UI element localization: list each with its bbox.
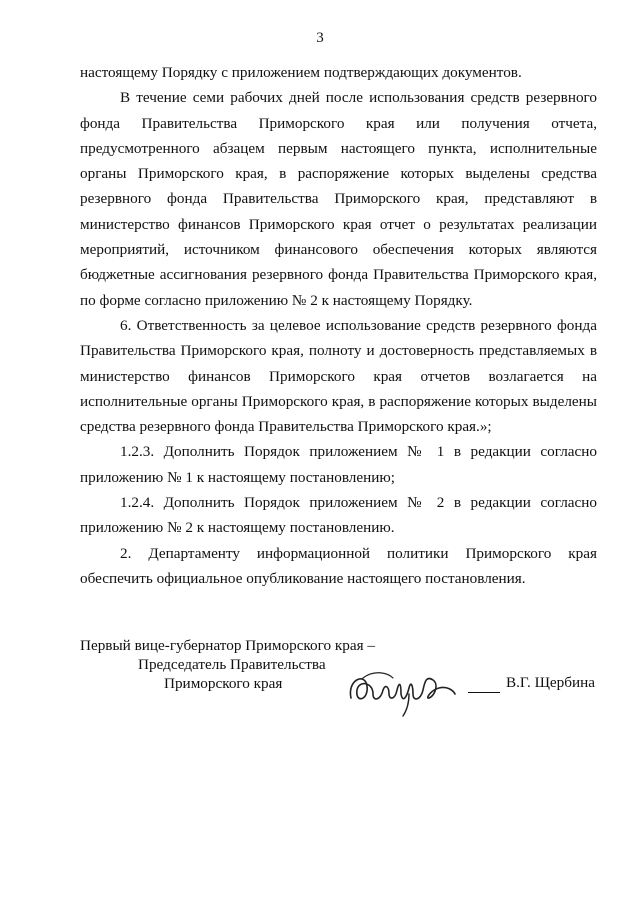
paragraph-item-2: 2. Департаменту информационной политики Приморского края обеспечить официальное опубликование настоящего постановления. (80, 544, 597, 587)
paragraph-responsibility: 6. Ответственность за целевое использование средств резервного фонда Правительства Приморского края, полноту и достоверность представляемых в министерство финансов Приморского края отчетов возлагается на исполнительные органы Приморского края, в распоряжение которых выделены средства резервного фонда Правительства Приморского края.»; (80, 316, 597, 436)
handwritten-signature (343, 660, 463, 720)
paragraph-report-deadline: В течение семи рабочих дней после использования средств резервного фонда Правительства Приморского края или получения отчета, предусмотренного абзацем первым настоящего пункта, исполнительные органы Приморского края, в распоряжение которых выделены средства резервного фонда Правительства Приморского края, представляют в министерство финансов Приморского края отчет о результатах реализации мероприятий, источником финансового обеспечения которых являются бюджетные ассигнования резервного фонда Правительства Приморского края, по форме согласно приложению № 2 к настоящему Порядку. (80, 89, 597, 309)
paragraph-item-1-2-4: 1.2.4. Дополнить Порядок приложением № 2 в редакции согласно приложению № 2 к настоящему постановлению. (80, 494, 597, 537)
signatory-name: В.Г. Щербина (506, 674, 595, 691)
signatory-position-line2: Председатель Правительства (138, 656, 326, 673)
page-number: 3 (316, 30, 324, 46)
signature-underline (468, 692, 500, 693)
signatory-position-line3: Приморского края (164, 675, 283, 692)
paragraph-item-1-2-3: 1.2.3. Дополнить Порядок приложением № 1 в редакции согласно приложению № 1 к настоящему постановлению; (80, 443, 597, 486)
signatory-position-line1: Первый вице-губернатор Приморского края – (80, 637, 375, 654)
document-body (80, 60, 597, 591)
paragraph-continuation: настоящему Порядку с приложением подтверждающих документов. (80, 64, 522, 81)
